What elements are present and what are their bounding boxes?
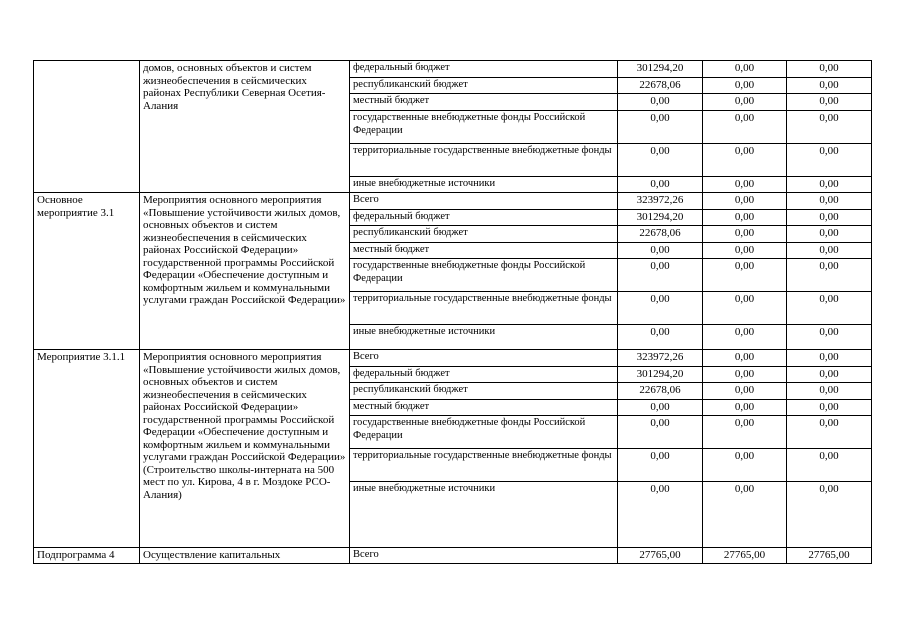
value-cell: 0,00 xyxy=(618,416,703,449)
value-cell: 0,00 xyxy=(618,111,703,144)
value-cell: 0,00 xyxy=(703,243,787,259)
value-cell: 0,00 xyxy=(703,325,787,350)
value-cell: 0,00 xyxy=(787,325,872,350)
value-cell: 0,00 xyxy=(703,259,787,292)
value-cell: 0,00 xyxy=(787,367,872,383)
value-cell: 0,00 xyxy=(703,383,787,400)
value-cell: 0,00 xyxy=(787,383,872,400)
value-cell: 323972,26 xyxy=(618,350,703,367)
value-cell: 0,00 xyxy=(618,144,703,177)
value-cell: 0,00 xyxy=(787,111,872,144)
value-cell: 0,00 xyxy=(787,144,872,177)
value-cell: 0,00 xyxy=(787,292,872,325)
row-code xyxy=(34,61,140,193)
value-cell: 0,00 xyxy=(787,243,872,259)
funding-source: государственные внебюджетные фонды Российской Федерации xyxy=(350,111,618,144)
value-cell: 0,00 xyxy=(787,449,872,482)
table-row xyxy=(34,350,872,367)
value-cell: 22678,06 xyxy=(618,383,703,400)
value-cell: 0,00 xyxy=(787,78,872,94)
value-cell: 0,00 xyxy=(703,367,787,383)
funding-source: территориальные государственные внебюджетные фонды xyxy=(350,144,618,177)
value-cell: 0,00 xyxy=(787,416,872,449)
value-cell: 0,00 xyxy=(703,482,787,548)
row-code: Мероприятие 3.1.1 xyxy=(34,350,140,548)
funding-source: республиканский бюджет xyxy=(350,383,618,400)
value-cell: 27765,00 xyxy=(787,548,872,564)
row-code: Подпрограмма 4 xyxy=(34,548,140,564)
funding-source: государственные внебюджетные фонды Российской Федерации xyxy=(350,259,618,292)
value-cell: 0,00 xyxy=(703,94,787,111)
value-cell: 0,00 xyxy=(703,177,787,193)
value-cell: 323972,26 xyxy=(618,193,703,210)
value-cell: 27765,00 xyxy=(618,548,703,564)
value-cell: 301294,20 xyxy=(618,61,703,78)
value-cell: 0,00 xyxy=(787,350,872,367)
value-cell: 27765,00 xyxy=(703,548,787,564)
funding-source: территориальные государственные внебюджетные фонды xyxy=(350,449,618,482)
value-cell: 0,00 xyxy=(787,61,872,78)
funding-source: иные внебюджетные источники xyxy=(350,325,618,350)
value-cell: 0,00 xyxy=(787,210,872,226)
value-cell: 0,00 xyxy=(703,226,787,243)
funding-source: республиканский бюджет xyxy=(350,78,618,94)
value-cell: 0,00 xyxy=(787,482,872,548)
value-cell: 0,00 xyxy=(618,177,703,193)
value-cell: 0,00 xyxy=(787,400,872,416)
value-cell: 301294,20 xyxy=(618,367,703,383)
funding-source: иные внебюджетные источники xyxy=(350,482,618,548)
funding-source: Всего xyxy=(350,350,618,367)
value-cell: 301294,20 xyxy=(618,210,703,226)
value-cell: 0,00 xyxy=(618,292,703,325)
funding-source: государственные внебюджетные фонды Российской Федерации xyxy=(350,416,618,449)
value-cell: 0,00 xyxy=(618,400,703,416)
funding-source: местный бюджет xyxy=(350,243,618,259)
row-code: Основное мероприятие 3.1 xyxy=(34,193,140,350)
table-row xyxy=(34,193,872,210)
value-cell: 0,00 xyxy=(618,482,703,548)
value-cell: 0,00 xyxy=(618,449,703,482)
value-cell: 0,00 xyxy=(703,416,787,449)
funding-source: Всего xyxy=(350,548,618,564)
funding-source: местный бюджет xyxy=(350,94,618,111)
value-cell: 0,00 xyxy=(618,94,703,111)
funding-source: федеральный бюджет xyxy=(350,210,618,226)
value-cell: 0,00 xyxy=(618,243,703,259)
funding-source: Всего xyxy=(350,193,618,210)
value-cell: 0,00 xyxy=(703,78,787,94)
row-description: Осуществление капитальных xyxy=(140,548,350,564)
value-cell: 0,00 xyxy=(703,350,787,367)
row-description: домов, основных объектов и систем жизнеобеспечения в сейсмических районах Республики Северная Осетия-Алания xyxy=(140,61,350,193)
funding-source: федеральный бюджет xyxy=(350,367,618,383)
value-cell: 0,00 xyxy=(787,94,872,111)
value-cell: 0,00 xyxy=(787,259,872,292)
table-row xyxy=(34,548,872,564)
value-cell: 0,00 xyxy=(703,210,787,226)
value-cell: 0,00 xyxy=(787,177,872,193)
value-cell: 22678,06 xyxy=(618,78,703,94)
value-cell: 0,00 xyxy=(703,292,787,325)
row-description: Мероприятия основного мероприятия «Повышение устойчивости жилых домов, основных объектов и систем жизнеобеспечения в сейсмических районах Российской Федерации» государственной программы Российской Федерации «Обеспечение доступным и комфортным жильем и коммунальными услугами граждан Российской Федерации» (Строительство школы-интерната на 500 мест по ул. Кирова, 4 в г. Моздоке РСО-Алания) xyxy=(140,350,350,548)
funding-source: территориальные государственные внебюджетные фонды xyxy=(350,292,618,325)
value-cell: 0,00 xyxy=(703,61,787,78)
funding-source: местный бюджет xyxy=(350,400,618,416)
value-cell: 22678,06 xyxy=(618,226,703,243)
row-description: Мероприятия основного мероприятия «Повышение устойчивости жилых домов, основных объектов и систем жизнеобеспечения в сейсмических районах Российской Федерации» государственной программы Российской Федерации «Обеспечение доступным и комфортным жильем и коммунальными услугами граждан Российской Федерации» xyxy=(140,193,350,350)
funding-source: республиканский бюджет xyxy=(350,226,618,243)
value-cell: 0,00 xyxy=(703,111,787,144)
value-cell: 0,00 xyxy=(618,259,703,292)
value-cell: 0,00 xyxy=(787,193,872,210)
table-row xyxy=(34,61,872,78)
funding-source: федеральный бюджет xyxy=(350,61,618,78)
funding-source: иные внебюджетные источники xyxy=(350,177,618,193)
value-cell: 0,00 xyxy=(618,325,703,350)
value-cell: 0,00 xyxy=(703,144,787,177)
value-cell: 0,00 xyxy=(703,400,787,416)
budget-table xyxy=(33,60,872,564)
value-cell: 0,00 xyxy=(703,193,787,210)
value-cell: 0,00 xyxy=(787,226,872,243)
value-cell: 0,00 xyxy=(703,449,787,482)
